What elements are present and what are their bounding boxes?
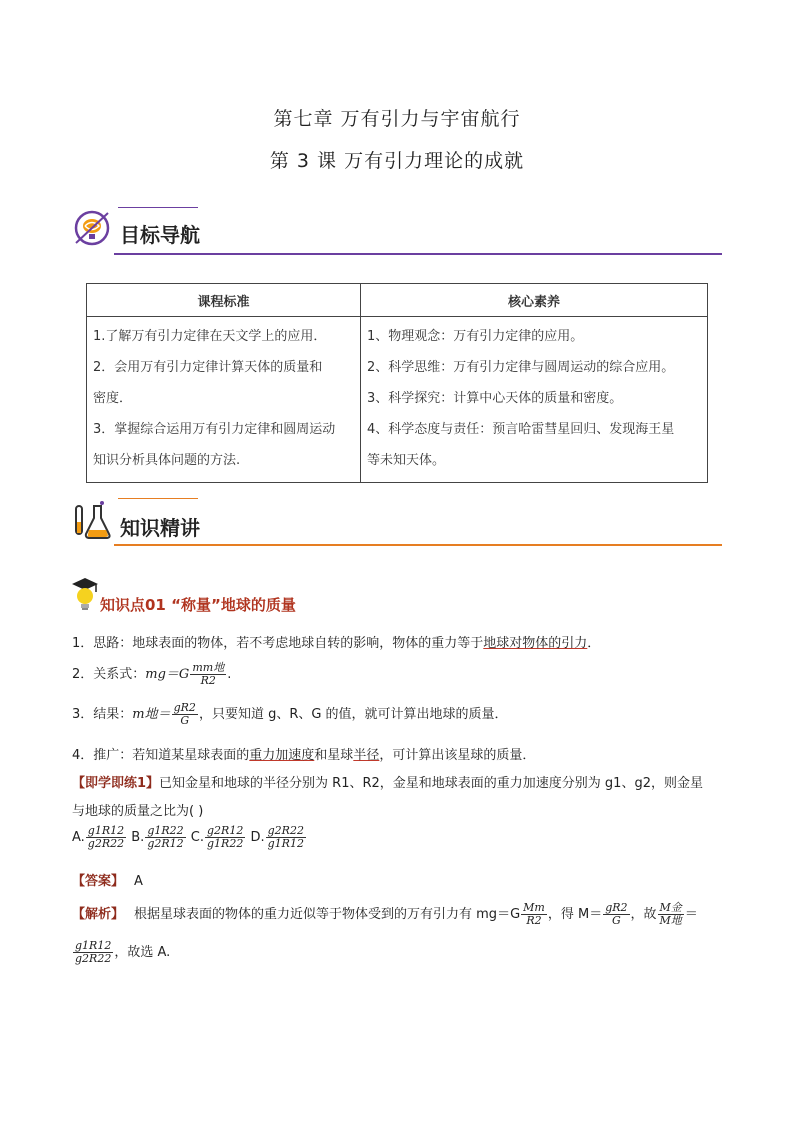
standard-line: 3．掌握综合运用万有引力定律和圆周运动 xyxy=(93,422,336,437)
fraction-denominator: G xyxy=(180,714,190,727)
fraction-denominator: G xyxy=(611,914,621,927)
exercise-tag: 【即学即练1】 xyxy=(72,776,160,791)
analysis-text: ，故 xyxy=(630,907,657,922)
standard-line: 密度． xyxy=(93,391,133,406)
section-top-accent xyxy=(118,498,198,499)
item-3 xyxy=(72,702,508,727)
fraction xyxy=(521,902,547,927)
exercise-question: 已知金星和地球的半径分别为 R1、R2，金星和地球表面的重力加速度分别为 g1、g2，则金星 xyxy=(159,776,703,791)
fraction xyxy=(603,902,629,927)
literacy-line: 2、科学思维：万有引力定律与圆周运动的综合应用。 xyxy=(367,360,675,375)
fraction-denominator: g1R22 xyxy=(207,837,244,850)
section-title: 知识精讲 xyxy=(120,516,200,540)
exercise-line-1 xyxy=(72,772,703,791)
option-label: A. xyxy=(72,830,85,845)
brain-gear-icon xyxy=(72,207,112,249)
fraction-numerator: M金 xyxy=(659,901,682,914)
fraction xyxy=(172,702,198,727)
item-3-formula-lhs: m地＝ xyxy=(132,707,171,722)
standard-line: 2．会用万有引力定律计算天体的质量和 xyxy=(93,360,323,375)
analysis-line-1 xyxy=(72,902,698,927)
fraction-denominator: g1R12 xyxy=(267,837,304,850)
literacy-cell xyxy=(361,317,708,483)
literacy-line: 3、科学探究：计算中心天体的质量和密度。 xyxy=(367,391,623,406)
option-label: D. xyxy=(250,830,265,845)
item-3-label: 3．结果： xyxy=(72,707,133,722)
lab-flask-icon xyxy=(72,500,112,542)
item-4-underlined-1: 重力加速度 xyxy=(249,748,315,763)
standards-table xyxy=(86,283,708,483)
fraction-numerator: Mm xyxy=(523,901,545,914)
standard-line: 1.了解万有引力定律在天文学上的应用． xyxy=(93,329,327,344)
analysis-text: 根据星球表面的物体的重力近似等于物体受到的万有引力有 mg＝G xyxy=(134,907,521,922)
analysis-tag: 【解析】 xyxy=(72,907,125,922)
fraction xyxy=(205,825,245,850)
fraction-numerator: g1R12 xyxy=(87,824,125,837)
item-2-label: 2．关系式： xyxy=(72,667,146,682)
item-2-formula-lhs: mg＝G xyxy=(145,667,190,682)
fraction-denominator: g2R22 xyxy=(87,837,125,850)
option-b xyxy=(131,824,186,850)
fraction xyxy=(86,825,126,850)
fraction-numerator: g2R12 xyxy=(207,824,244,837)
table-header-literacy: 核心素养 xyxy=(361,284,708,317)
section-header-knowledge xyxy=(72,496,722,546)
analysis-text: ，得 M＝ xyxy=(547,907,603,922)
fraction-numerator: g2R22 xyxy=(267,824,304,837)
fraction xyxy=(190,662,226,687)
answer-value: A xyxy=(134,874,143,889)
item-1-end: ． xyxy=(587,636,601,651)
item-4-underlined-2: 半径 xyxy=(353,748,380,763)
fraction-denominator: g2R12 xyxy=(147,837,184,850)
literacy-line: 1、物理观念：万有引力定律的应用。 xyxy=(367,329,584,344)
item-4-text: 4．推广：若知道某星球表面的 xyxy=(72,748,250,763)
option-a xyxy=(72,824,127,850)
lesson-title: 第 3 课 万有引力理论的成就 xyxy=(269,150,525,172)
fraction-numerator: gR2 xyxy=(173,701,196,714)
section-header-goals xyxy=(72,205,722,255)
standard-line: 知识分析具体问题的方法. xyxy=(93,453,241,468)
fraction-denominator: g2R22 xyxy=(75,952,112,965)
option-label: C. xyxy=(190,830,205,845)
item-4-end: ，可计算出该星球的质量． xyxy=(379,748,536,763)
fraction xyxy=(658,902,684,927)
item-4 xyxy=(72,744,535,763)
answer-line xyxy=(72,870,143,889)
item-1-text: 1．思路：地球表面的物体，若不考虑地球自转的影响，物体的重力等于 xyxy=(72,636,484,651)
fraction-numerator: g1R22 xyxy=(147,824,184,837)
fraction xyxy=(145,825,185,850)
option-c xyxy=(190,824,247,850)
section-top-accent xyxy=(118,207,198,208)
exercise-options xyxy=(72,825,307,850)
section-divider xyxy=(114,544,722,546)
item-1-underlined: 地球对物体的引力 xyxy=(483,636,588,651)
fraction-numerator: gR2 xyxy=(605,901,628,914)
fraction-denominator: R2 xyxy=(526,914,542,927)
item-3-text: ，只要知道 g、R、G 的值，就可计算出地球的质量． xyxy=(198,707,508,722)
answer-tag: 【答案】 xyxy=(72,874,125,889)
fraction-numerator: mm地 xyxy=(192,661,225,674)
exercise-line-2: 与地球的质量之比为( ) xyxy=(72,804,204,819)
section-divider xyxy=(114,253,722,255)
table-header-standards: 课程标准 xyxy=(87,284,361,317)
literacy-line: 等未知天体。 xyxy=(367,453,446,468)
option-d xyxy=(250,824,306,850)
item-4-text-mid: 和星球 xyxy=(314,748,354,763)
literacy-line: 4、科学态度与责任：预言哈雷彗星回归、发现海王星 xyxy=(367,422,675,437)
item-2-end: . xyxy=(227,667,232,682)
fraction xyxy=(73,940,113,965)
section-title: 目标导航 xyxy=(120,223,200,247)
fraction-numerator: g1R12 xyxy=(75,939,112,952)
analysis-text: ＝ xyxy=(684,907,698,922)
item-1 xyxy=(72,632,600,651)
analysis-line-2 xyxy=(72,940,170,965)
fraction xyxy=(266,825,306,850)
graduate-bulb-icon xyxy=(70,576,100,612)
item-2 xyxy=(72,662,231,687)
fraction-denominator: R2 xyxy=(200,674,216,687)
option-label: B. xyxy=(131,830,145,845)
fraction-denominator: M地 xyxy=(659,914,682,927)
knowledge-point-title: 知识点01 “称量”地球的质量 xyxy=(100,596,296,614)
chapter-title: 第七章 万有引力与宇宙航行 xyxy=(273,108,521,130)
standards-cell xyxy=(87,317,361,483)
analysis-text: ，故选 A. xyxy=(114,945,171,960)
